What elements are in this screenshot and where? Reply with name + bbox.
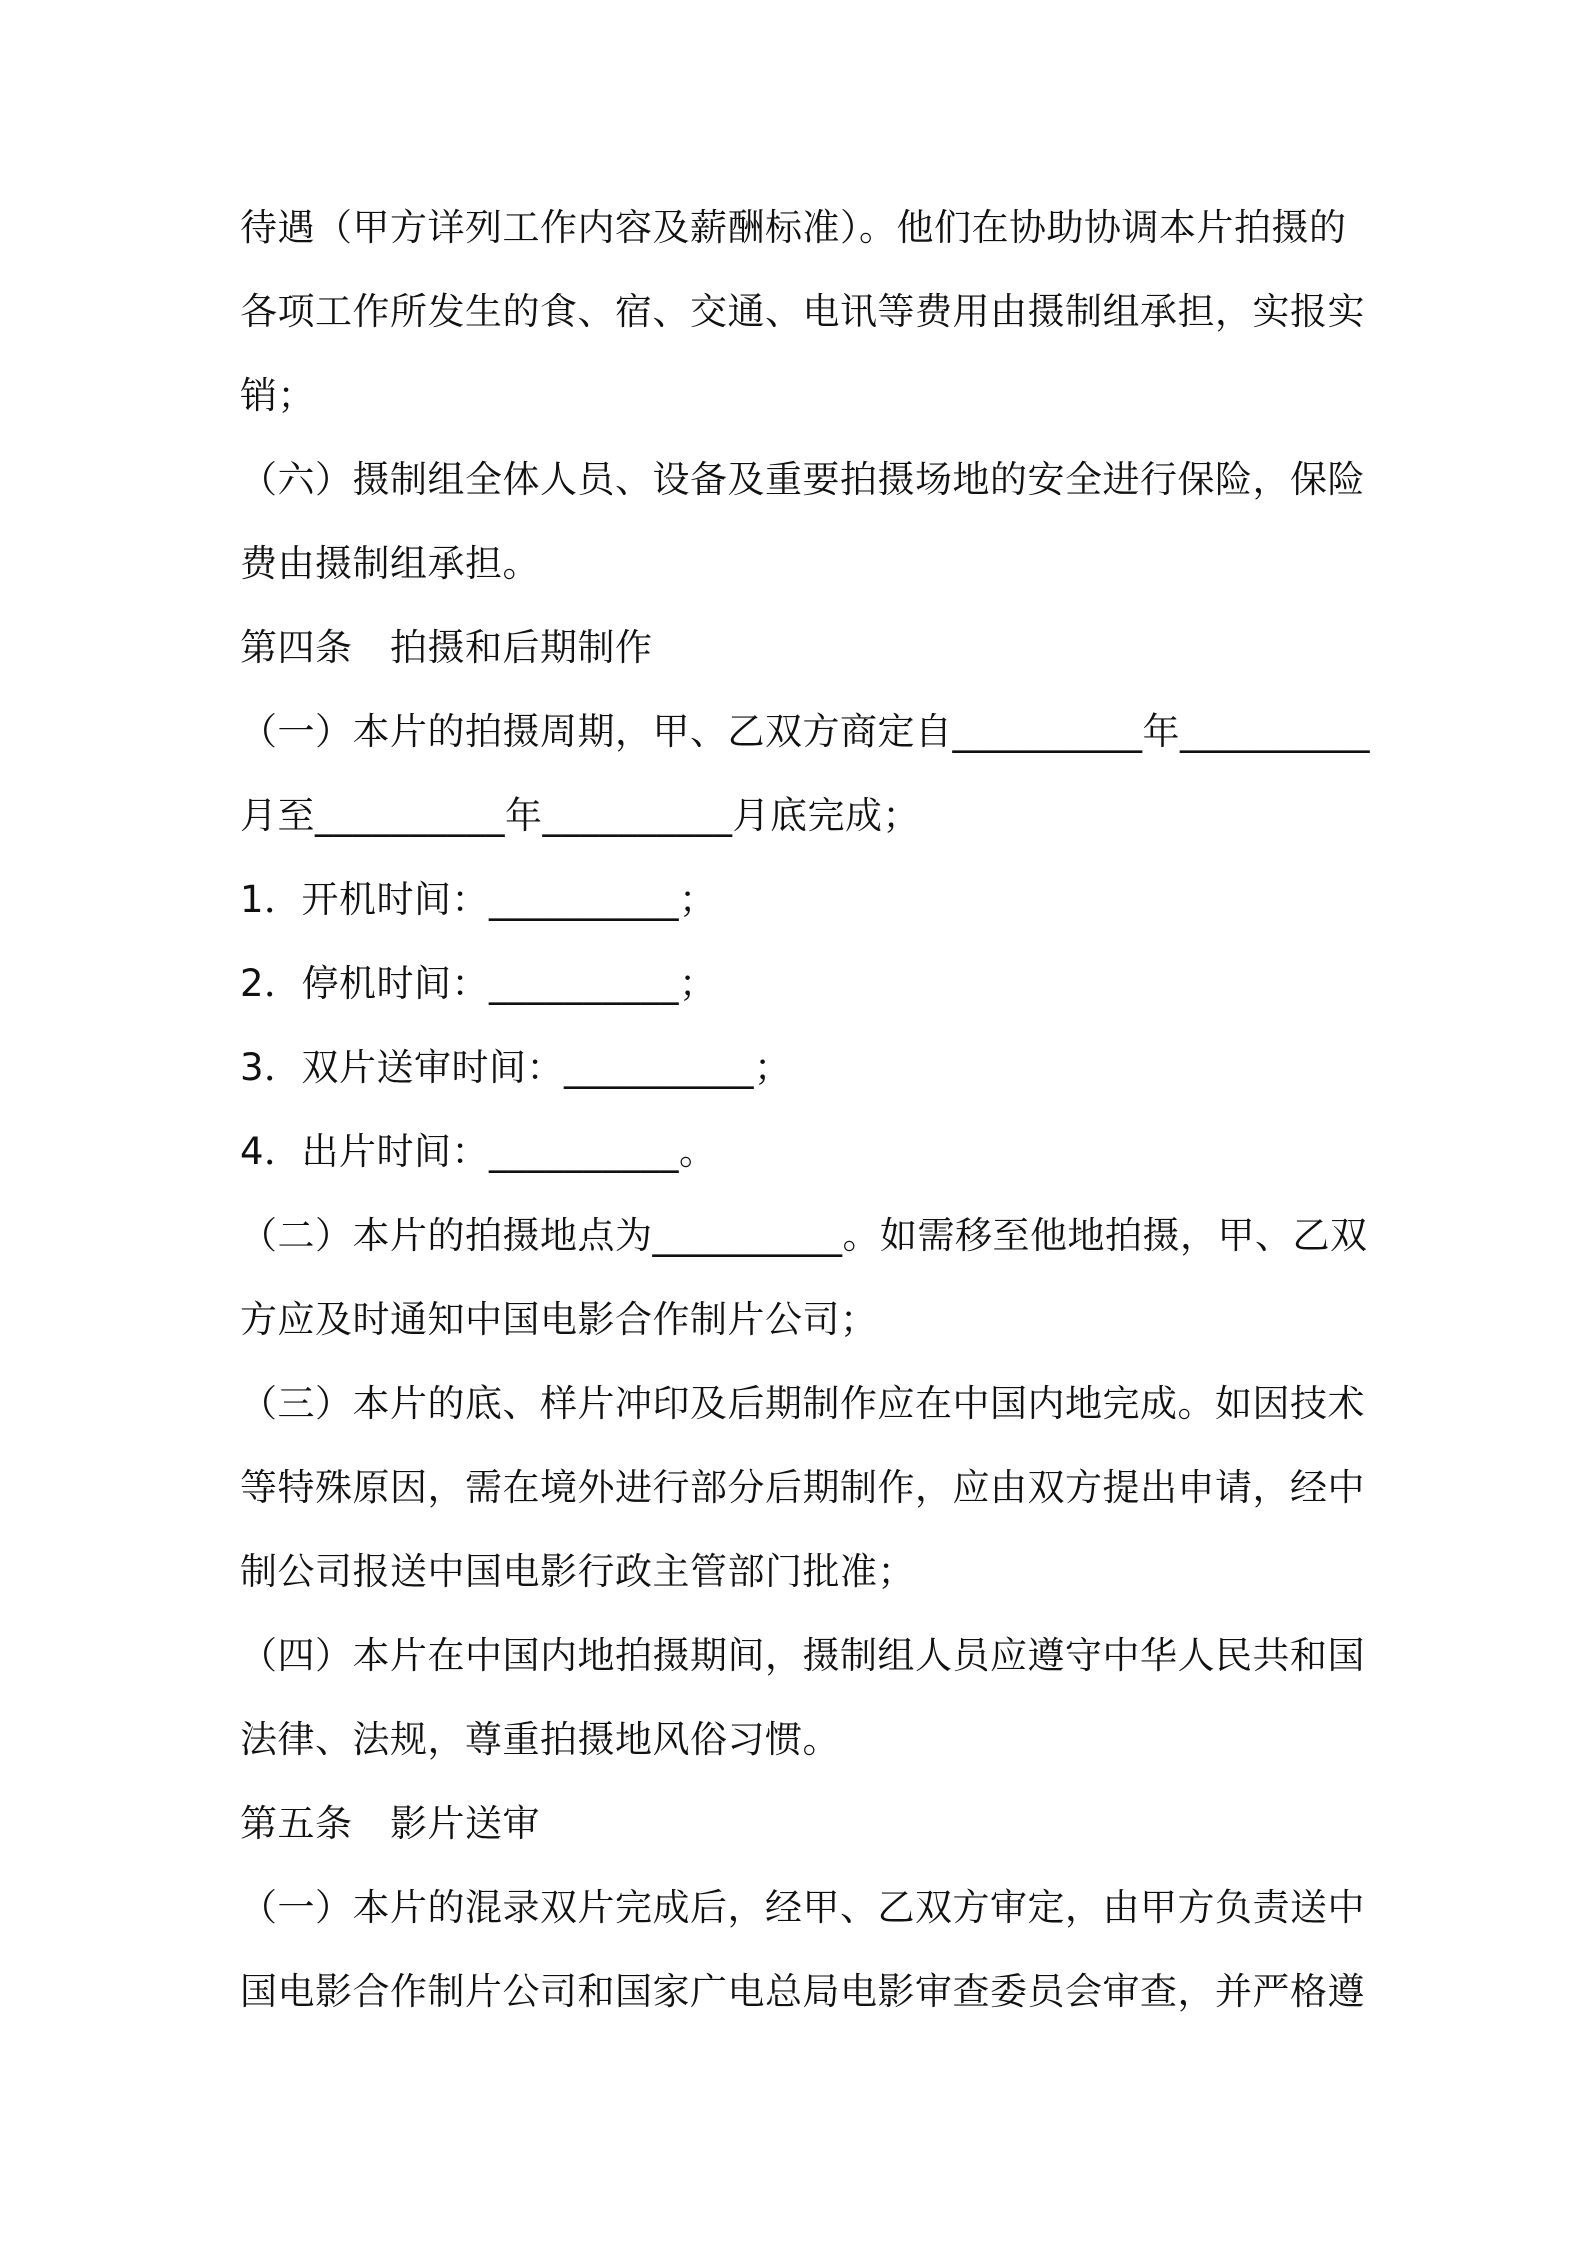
paragraph-line: 各项工作所发生的食、宿、交通、电讯等费用由摄制组承担，实报实 xyxy=(240,290,1365,333)
article-four-heading: 第四条 拍摄和后期制作 xyxy=(240,626,653,669)
paragraph-line: 等特殊原因，需在境外进行部分后期制作，应由双方提出申请，经中 xyxy=(240,1466,1365,1509)
paragraph-line: 法律、法规，尊重拍摄地风俗习惯。 xyxy=(240,1718,840,1761)
article-five-heading: 第五条 影片送审 xyxy=(240,1802,540,1845)
paragraph-line: 费由摄制组承担。 xyxy=(240,542,540,585)
paragraph-line: 国电影合作制片公司和国家广电总局电影审查委员会审查，并严格遵 xyxy=(240,1970,1365,2013)
paragraph-line: 方应及时通知中国电影合作制片公司； xyxy=(240,1298,878,1341)
review-time-line: 3．双片送审时间：__________； xyxy=(240,1046,792,1089)
stop-time-line: 2．停机时间：__________； xyxy=(240,962,717,1005)
shooting-location-line: （二）本片的拍摄地点为__________。如需移至他地拍摄，甲、乙双 xyxy=(240,1214,1368,1257)
release-time-line: 4．出片时间：__________。 xyxy=(240,1130,717,1173)
paragraph-line: 月至__________年__________月底完成； xyxy=(240,794,920,837)
paragraph-line: 待遇（甲方详列工作内容及薪酬标准）。他们在协助协调本片拍摄的 xyxy=(240,206,1347,249)
film-review-line: （一）本片的混录双片完成后，经甲、乙双方审定，由甲方负责送中 xyxy=(240,1886,1365,1929)
start-time-line: 1．开机时间：__________； xyxy=(240,878,717,921)
paragraph-line: 销； xyxy=(240,374,315,417)
clause-six-line: （六）摄制组全体人员、设备及重要拍摄场地的安全进行保险，保险 xyxy=(240,458,1365,501)
shooting-period-line: （一）本片的拍摄周期，甲、乙双方商定自__________年__________ xyxy=(240,710,1370,753)
post-production-line: （三）本片的底、样片冲印及后期制作应在中国内地完成。如因技术 xyxy=(240,1382,1365,1425)
paragraph-line: 制公司报送中国电影行政主管部门批准； xyxy=(240,1550,915,1593)
law-compliance-line: （四）本片在中国内地拍摄期间，摄制组人员应遵守中华人民共和国 xyxy=(240,1634,1365,1677)
contract-text xyxy=(240,186,1370,2034)
